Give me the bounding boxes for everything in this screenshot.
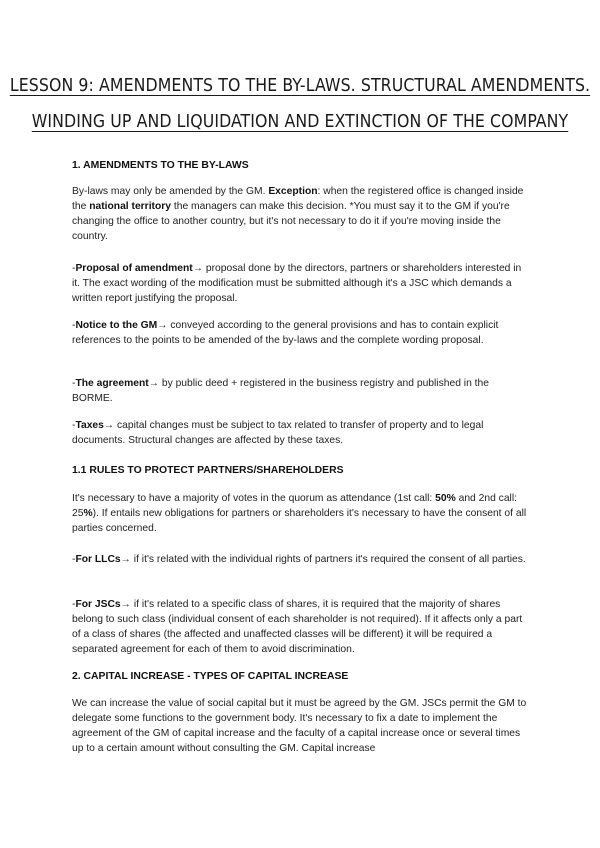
title-line-2: WINDING UP AND LIQUIDATION AND EXTINCTION OF THE COMPANY <box>31 112 569 132</box>
term-text: → if it's related to a specific class of shares, it is required that the majority of shares belong to such class (individual consent of each shareholder is not required). If it affects only a part of a class of shares (the affected and unaffected classes will be different) it will be required a separated agreement for each of them to avoid discrimination. <box>72 599 523 655</box>
term-text: → if it's related with the individual rights of partners it's required the consent of all parties. <box>120 554 526 565</box>
for-jscs-paragraph <box>72 597 530 657</box>
dash: - <box>72 599 76 610</box>
for-llcs-paragraph <box>72 552 530 567</box>
text-run: the managers can make this decision. *You must say it to the GM if you're changing the office to another country, but it's not necessary to do it if you're moving inside the country. <box>72 201 510 242</box>
term-label: Notice to the GM <box>75 320 158 331</box>
term-label: For JSCs <box>75 599 121 610</box>
notice-to-gm-paragraph <box>72 318 530 348</box>
dash: - <box>72 378 76 389</box>
rules-paragraph <box>72 491 530 536</box>
proposal-of-amendment-paragraph <box>72 261 530 306</box>
dash: - <box>72 420 76 431</box>
term-label: Proposal of amendment <box>75 263 193 274</box>
term-text: → capital changes must be subject to tax related to transfer of property and to legal documents. Structural changes are affected by these taxes. <box>72 420 484 446</box>
term-label: The agreement <box>75 378 149 389</box>
section-2-heading: 2. CAPITAL INCREASE - TYPES OF CAPITAL INCREASE <box>72 671 349 682</box>
bold-run: % <box>83 508 93 519</box>
term-label: For LLCs <box>75 554 121 565</box>
section-1-heading: 1. AMENDMENTS TO THE BY-LAWS <box>72 160 249 171</box>
section-1-intro-paragraph <box>72 184 530 244</box>
term-text: → proposal done by the directors, partners or shareholders interested in it. The exact wording of the modification must be submitted although it's a JSC which demands a written report justifying the proposal. <box>72 263 522 304</box>
text-run: ). If entails new obligations for partners or shareholders it's necessary to have the consent of all parties concerned. <box>72 508 527 534</box>
dash: - <box>72 263 76 274</box>
taxes-paragraph <box>72 418 530 448</box>
text-run: : when the registered office is changed inside the <box>72 186 524 212</box>
term-text: → by public deed + registered in the business registry and published in the BORME. <box>72 378 489 404</box>
section-1-1-heading: 1.1 RULES TO PROTECT PARTNERS/SHAREHOLDERS <box>72 465 344 476</box>
dash: - <box>72 320 76 331</box>
title-line-1: LESSON 9: AMENDMENTS TO THE BY-LAWS. STRUCTURAL AMENDMENTS. <box>9 76 591 96</box>
the-agreement-paragraph <box>72 376 530 406</box>
text-run: and 2nd call: 25 <box>72 493 517 519</box>
capital-increase-paragraph: We can increase the value of social capital but it must be agreed by the GM. JSCs permit the GM to delegate some functions to the government body. It's necessary to fix a date to implement the agreement of the GM of capital increase and the faculty of a capital increase once or several times up to a certain amount without consulting the GM. Capital increase <box>72 698 527 754</box>
bold-run: 50% <box>435 493 456 504</box>
bold-run: national territory <box>89 201 172 212</box>
dash: - <box>72 554 76 565</box>
bold-run: Exception <box>268 186 318 197</box>
text-run: By-laws may only be amended by the GM. <box>72 186 269 197</box>
text-run: It's necessary to have a majority of votes in the quorum as attendance (1st call: <box>72 493 436 504</box>
term-label: Taxes <box>75 420 104 431</box>
term-text: → conveyed according to the general provisions and has to contain explicit references to the points to be amended of the by-laws and the complete wording proposal. <box>72 320 499 346</box>
